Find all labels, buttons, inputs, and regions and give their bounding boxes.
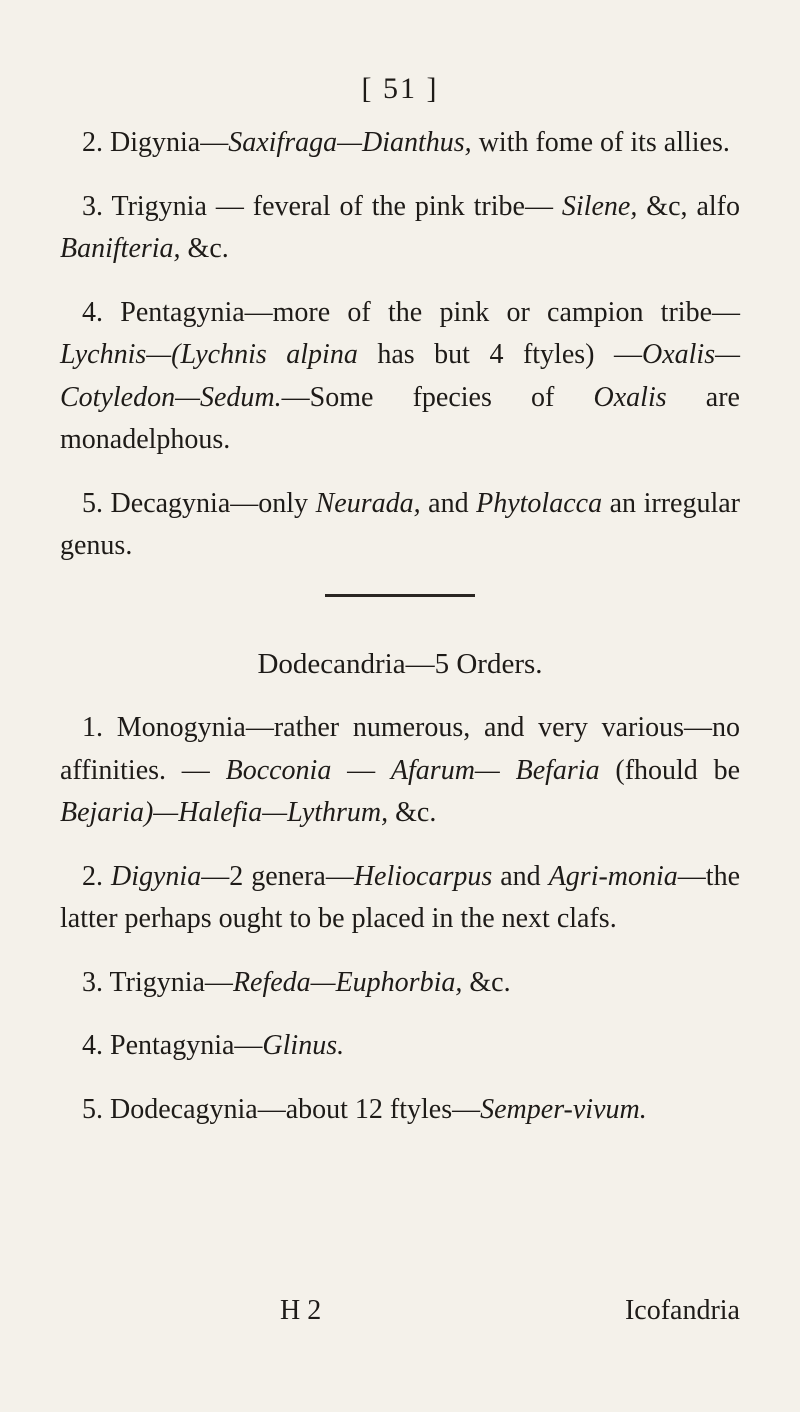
section-divider-rule bbox=[325, 594, 475, 597]
entry-text: &c. bbox=[180, 233, 229, 264]
entry-text: are monadelphous. bbox=[60, 381, 740, 455]
order-entry-digynia2 bbox=[60, 856, 740, 941]
genus-name: Digynia bbox=[111, 860, 202, 892]
genus-name: Heliocarpus bbox=[353, 860, 493, 892]
order-entry-pentagynia2 bbox=[60, 1025, 740, 1068]
genus-name: Agri-monia bbox=[548, 860, 678, 892]
section-heading-dodecandria: Dodecandria—5 Orders. bbox=[257, 647, 543, 680]
entry-text: 5. Decagynia—only bbox=[82, 487, 316, 519]
order-entry-decagynia bbox=[60, 483, 740, 568]
order-entry-pentagynia bbox=[60, 292, 740, 462]
genus-name: Neurada, bbox=[315, 487, 421, 519]
entry-text: &c, alfo bbox=[637, 190, 740, 222]
entry-text: 4. Pentagynia—more of the pink or campion tribe— bbox=[82, 296, 740, 328]
page-footer bbox=[60, 1290, 740, 1332]
order-entry-digynia bbox=[60, 122, 740, 165]
genus-name: Oxalis bbox=[593, 381, 667, 413]
entry-text: 2. Digynia— bbox=[82, 127, 229, 158]
genus-name: Afarum— Befaria bbox=[390, 754, 600, 786]
entry-text: an irregular genus. bbox=[60, 487, 740, 561]
entry-text: &c. bbox=[462, 966, 511, 998]
genus-name: Semper-vivum. bbox=[480, 1093, 647, 1125]
genus-name: Silene, bbox=[561, 190, 638, 222]
genus-name: Oxalis—Cotyledon—Sedum. bbox=[60, 339, 740, 413]
entry-text: (fhould be bbox=[599, 754, 741, 786]
entry-text: &c. bbox=[388, 797, 437, 828]
entry-text: —the latter perhaps ought to be placed in the next clafs. bbox=[60, 860, 741, 934]
genus-name: Banifteria, bbox=[60, 233, 181, 264]
genus-name: Lychnis—(Lychnis alpina bbox=[60, 339, 358, 370]
entry-text: 5. Dodecagynia—about 12 ftyles— bbox=[82, 1093, 481, 1125]
entry-text: 1. Monogynia—rather numerous, and very various—no affinities. — bbox=[60, 712, 740, 786]
entry-text: —2 genera— bbox=[201, 860, 354, 892]
entry-text: has but 4 ftyles) — bbox=[357, 339, 642, 370]
entry-text: 4. Pentagynia— bbox=[82, 1030, 263, 1061]
entry-text: and bbox=[492, 860, 549, 892]
genus-name: Refeda—Euphorbia, bbox=[232, 966, 463, 998]
section-icosandria-orders bbox=[60, 122, 740, 568]
genus-name: Bejaria)—Halefia—Lythrum, bbox=[60, 797, 389, 828]
entry-text: 3. Trigynia— bbox=[82, 966, 233, 998]
order-entry-dodecagynia bbox=[60, 1089, 740, 1132]
entry-text: 2. bbox=[82, 860, 111, 892]
section-dodecandria-orders bbox=[60, 707, 740, 1131]
entry-text: 3. Trigynia — feveral of the pink tribe— bbox=[82, 190, 562, 222]
order-entry-trigynia bbox=[60, 186, 740, 271]
entry-text: and bbox=[420, 487, 477, 519]
text-block bbox=[60, 122, 740, 1131]
entry-text: with fome of its allies. bbox=[471, 127, 730, 158]
order-entry-trigynia2 bbox=[60, 962, 740, 1005]
entry-text: — bbox=[331, 754, 391, 786]
genus-name: Phytolacca bbox=[476, 487, 603, 519]
entry-text: —Some fpecies of bbox=[281, 381, 594, 413]
page-number: [ 51 ] bbox=[361, 72, 439, 105]
genus-name: Saxifraga—Dianthus, bbox=[228, 127, 472, 158]
signature-mark: H 2 bbox=[280, 1295, 322, 1326]
catchword: Icofandria bbox=[624, 1295, 740, 1326]
genus-name: Bocconia bbox=[225, 754, 332, 786]
order-entry-monogynia bbox=[60, 707, 740, 835]
genus-name: Glinus. bbox=[262, 1030, 345, 1061]
